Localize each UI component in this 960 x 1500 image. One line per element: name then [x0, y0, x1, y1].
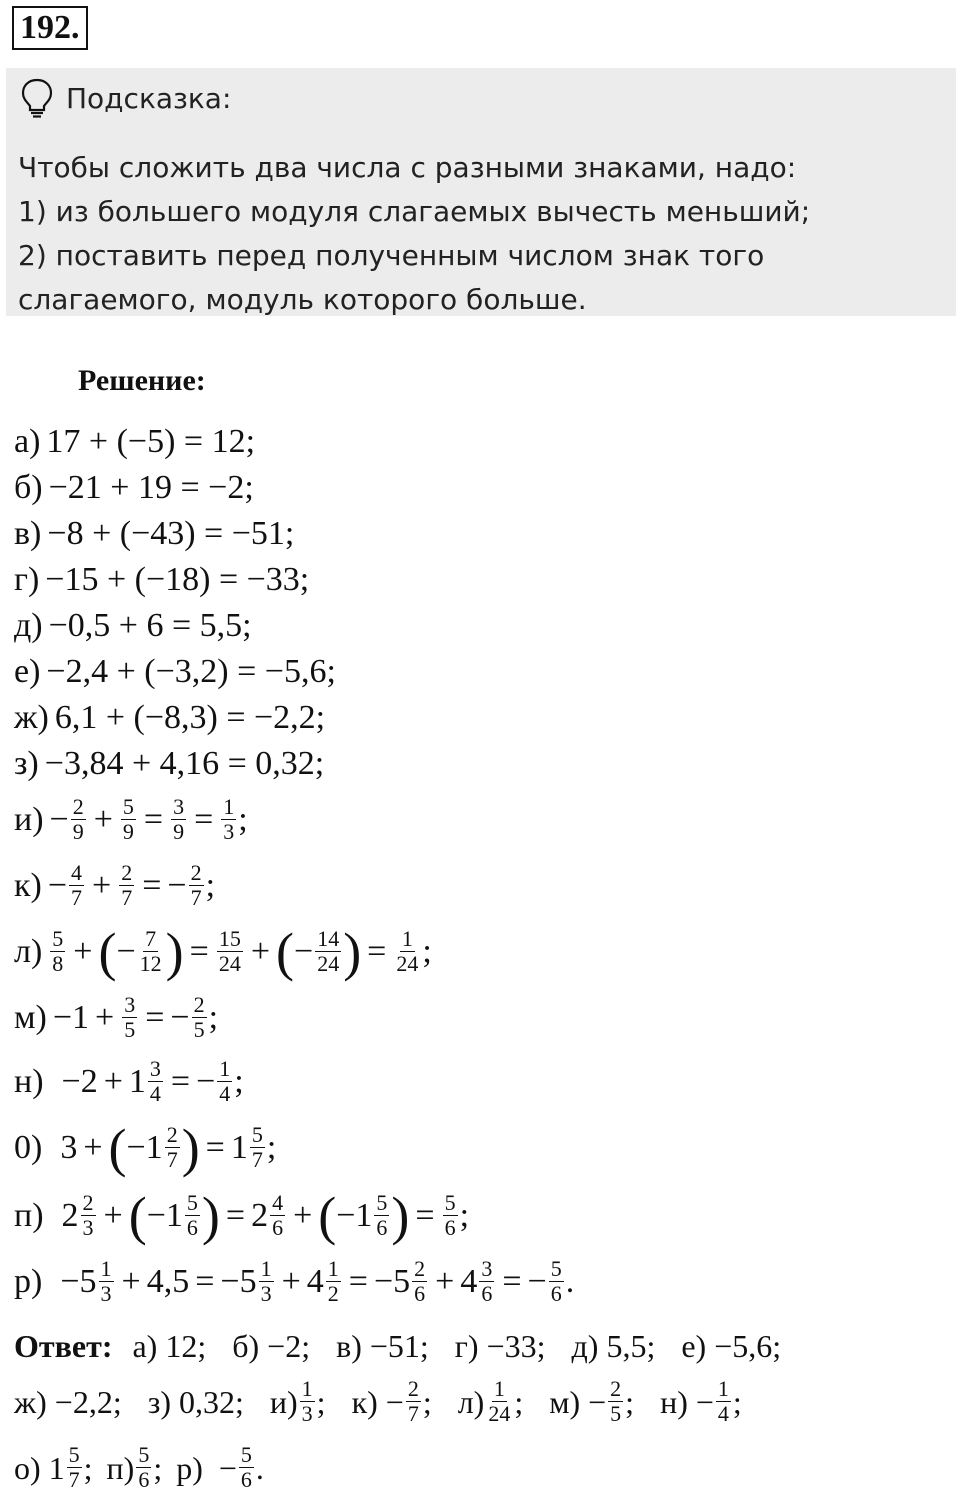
fraction: $\frac{2}{7}$	[166, 1122, 178, 1172]
fraction: $\frac{1}{3}$	[260, 1256, 272, 1306]
solution-row-z	[14, 744, 324, 784]
fraction: $\frac{1}{3}$	[100, 1256, 112, 1306]
fraction: $\frac{2}{3}$	[82, 1190, 94, 1240]
row-label: п)	[14, 1196, 44, 1234]
fraction: $\frac{4}{7}$	[71, 860, 83, 910]
row-label: и)	[14, 800, 44, 838]
solution-row-m: м) −1 + $\frac{3}{5}$ = − $\frac{2}{5}$ ;	[14, 992, 219, 1042]
row-label: з)	[14, 745, 39, 782]
row-expression: −15 + (−18) = −33;	[45, 561, 310, 598]
fraction: $\frac{5}{6}$	[186, 1190, 198, 1240]
row-expression: −21 + 19 = −2;	[48, 469, 254, 506]
row-label: л)	[14, 932, 43, 970]
answer-item: а) 12;	[132, 1328, 207, 1364]
row-expression: −3,84 + 4,16 = 0,32;	[44, 745, 325, 782]
answer-item: о) 1 $\frac{5}{7}$ ;	[14, 1442, 93, 1492]
row-label: к)	[14, 866, 42, 904]
fraction: $\frac{2}{9}$	[72, 794, 84, 844]
fraction: $\frac{5}{7}$	[251, 1122, 263, 1172]
fraction: $\frac{1}{3}$	[223, 794, 235, 844]
row-expression: 17 + (−5) = 12;	[46, 423, 256, 460]
row-label: р)	[14, 1262, 43, 1300]
answer-item: д) 5,5;	[571, 1328, 656, 1364]
fraction: $\frac{14}{24}$	[317, 926, 340, 976]
row-label: б)	[14, 469, 43, 506]
solution-title: Решение:	[78, 364, 206, 397]
solution-row-l: л) $\frac{5}{8}$ + ( − $\frac{7}{12}$ ) = $\frac{15}{24}$ + ( − $\frac{14}{24}$ ) = $\frac{1}{24}$ ;	[14, 921, 432, 982]
answer-item: н) − $\frac{1}{4}$ ;	[660, 1376, 742, 1426]
hint-title: Подсказка:	[66, 81, 232, 115]
row-label: г)	[14, 561, 40, 598]
answer-row-1	[14, 1326, 781, 1366]
solution-row-g	[14, 560, 309, 600]
fraction: $\frac{5}{6}$	[550, 1256, 562, 1306]
row-label: д)	[14, 607, 43, 644]
fraction: $\frac{3}{6}$	[481, 1256, 493, 1306]
solution-row-a	[14, 422, 255, 462]
hint-text	[18, 146, 810, 322]
answer-item: б) −2;	[232, 1328, 311, 1364]
row-expression: 6,1 + (−8,3) = −2,2;	[54, 699, 326, 736]
fraction: $\frac{3}{5}$	[124, 992, 136, 1042]
fraction: $\frac{4}{6}$	[272, 1190, 284, 1240]
row-expression: −2,4 + (−3,2) = −5,6;	[46, 653, 336, 690]
solution-row-zh	[14, 698, 325, 738]
solution-row-n: н) −2 + 1 $\frac{3}{4}$ = − $\frac{1}{4}$ ;	[14, 1056, 244, 1106]
answer-row-2	[14, 1378, 742, 1425]
answer-item: ж) −2,2;	[14, 1383, 122, 1420]
lightbulb-icon	[20, 78, 54, 118]
row-expression: −8 + (−43) = −51;	[47, 515, 295, 552]
answer-item: и) $\frac{1}{3}$ ;	[269, 1376, 326, 1426]
solution-row-o: 0) 3 + ( −1 $\frac{2}{7}$ ) = 1 $\frac{5}{7}$ ;	[14, 1117, 277, 1178]
fraction: $\frac{7}{12}$	[139, 926, 162, 976]
answer-item: в) −51;	[336, 1328, 429, 1364]
solution-row-k: к) − $\frac{4}{7}$ + $\frac{2}{7}$ = − $\frac{2}{7}$ ;	[14, 860, 216, 910]
hint-line: слагаемого, модуль которого больше.	[18, 283, 587, 316]
fraction: $\frac{5}{8}$	[52, 926, 64, 976]
fraction: $\frac{2}{7}$	[121, 860, 133, 910]
hint-box	[6, 68, 956, 316]
solution-row-e	[14, 652, 336, 692]
solution-row-r: р) −5 $\frac{1}{3}$ + 4,5 = −5 $\frac{1}{3}$ + 4 $\frac{1}{2}$ = −5 $\frac{2}{6}$ + 4 $\frac{3}{6}$ = − $\frac{5}{6}$ .	[14, 1256, 575, 1306]
fraction: $\frac{15}{24}$	[218, 926, 241, 976]
answer-item: е) −5,6;	[681, 1328, 782, 1364]
fraction: $\frac{5}{6}$	[444, 1190, 456, 1240]
solution-row-d	[14, 606, 252, 646]
hint-header	[20, 78, 231, 118]
answer-item: к) − $\frac{2}{7}$ ;	[351, 1376, 432, 1426]
fraction: $\frac{2}{5}$	[193, 992, 205, 1042]
answer-row-3	[14, 1444, 290, 1491]
answer-item: п) $\frac{5}{6}$ ;	[106, 1442, 163, 1492]
solution-row-i: и) − $\frac{2}{9}$ + $\frac{5}{9}$ = $\frac{3}{9}$ = $\frac{1}{3}$ ;	[14, 794, 248, 844]
row-label: н)	[14, 1062, 44, 1100]
fraction: $\frac{5}{6}$	[376, 1190, 388, 1240]
row-label: в)	[14, 515, 42, 552]
task-number: 192.	[12, 6, 88, 50]
answer-item: з) 0,32;	[147, 1383, 244, 1420]
fraction: $\frac{5}{9}$	[122, 794, 134, 844]
row-label: м)	[14, 998, 47, 1036]
math-text: −	[49, 800, 69, 838]
hint-line: 2) поставить перед полученным числом знак того	[18, 239, 765, 272]
answer-label: Ответ:	[14, 1328, 113, 1364]
fraction: $\frac{3}{4}$	[149, 1056, 161, 1106]
fraction: $\frac{1}{4}$	[219, 1056, 231, 1106]
solution-row-b	[14, 468, 254, 508]
fraction: $\frac{3}{9}$	[173, 794, 185, 844]
answer-item: р) − $\frac{5}{6}$ .	[176, 1442, 264, 1492]
fraction: $\frac{2}{7}$	[190, 860, 202, 910]
row-label: е)	[14, 653, 41, 690]
row-label: 0)	[14, 1128, 43, 1166]
row-label: ж)	[14, 699, 49, 736]
answer-item: м) − $\frac{2}{5}$ ;	[549, 1376, 635, 1426]
hint-line: 1) из большего модуля слагаемых вычесть меньший;	[18, 195, 811, 228]
answer-item: г) −33;	[454, 1328, 546, 1364]
fraction: $\frac{2}{6}$	[414, 1256, 426, 1306]
fraction: $\frac{1}{2}$	[327, 1256, 339, 1306]
answer-item: л) $\frac{1}{24}$ ;	[457, 1376, 524, 1426]
fraction: $\frac{1}{24}$	[396, 926, 419, 976]
hint-line: Чтобы сложить два числа с разными знаками, надо:	[18, 151, 797, 184]
row-expression: −0,5 + 6 = 5,5;	[48, 607, 252, 644]
row-label: а)	[14, 423, 41, 460]
solution-row-v	[14, 514, 294, 554]
solution-row-p: п) 2 $\frac{2}{3}$ + ( −1 $\frac{5}{6}$ ) = 2 $\frac{4}{6}$ + ( −1 $\frac{5}{6}$ ) = $\frac{5}{6}$ ;	[14, 1185, 470, 1246]
